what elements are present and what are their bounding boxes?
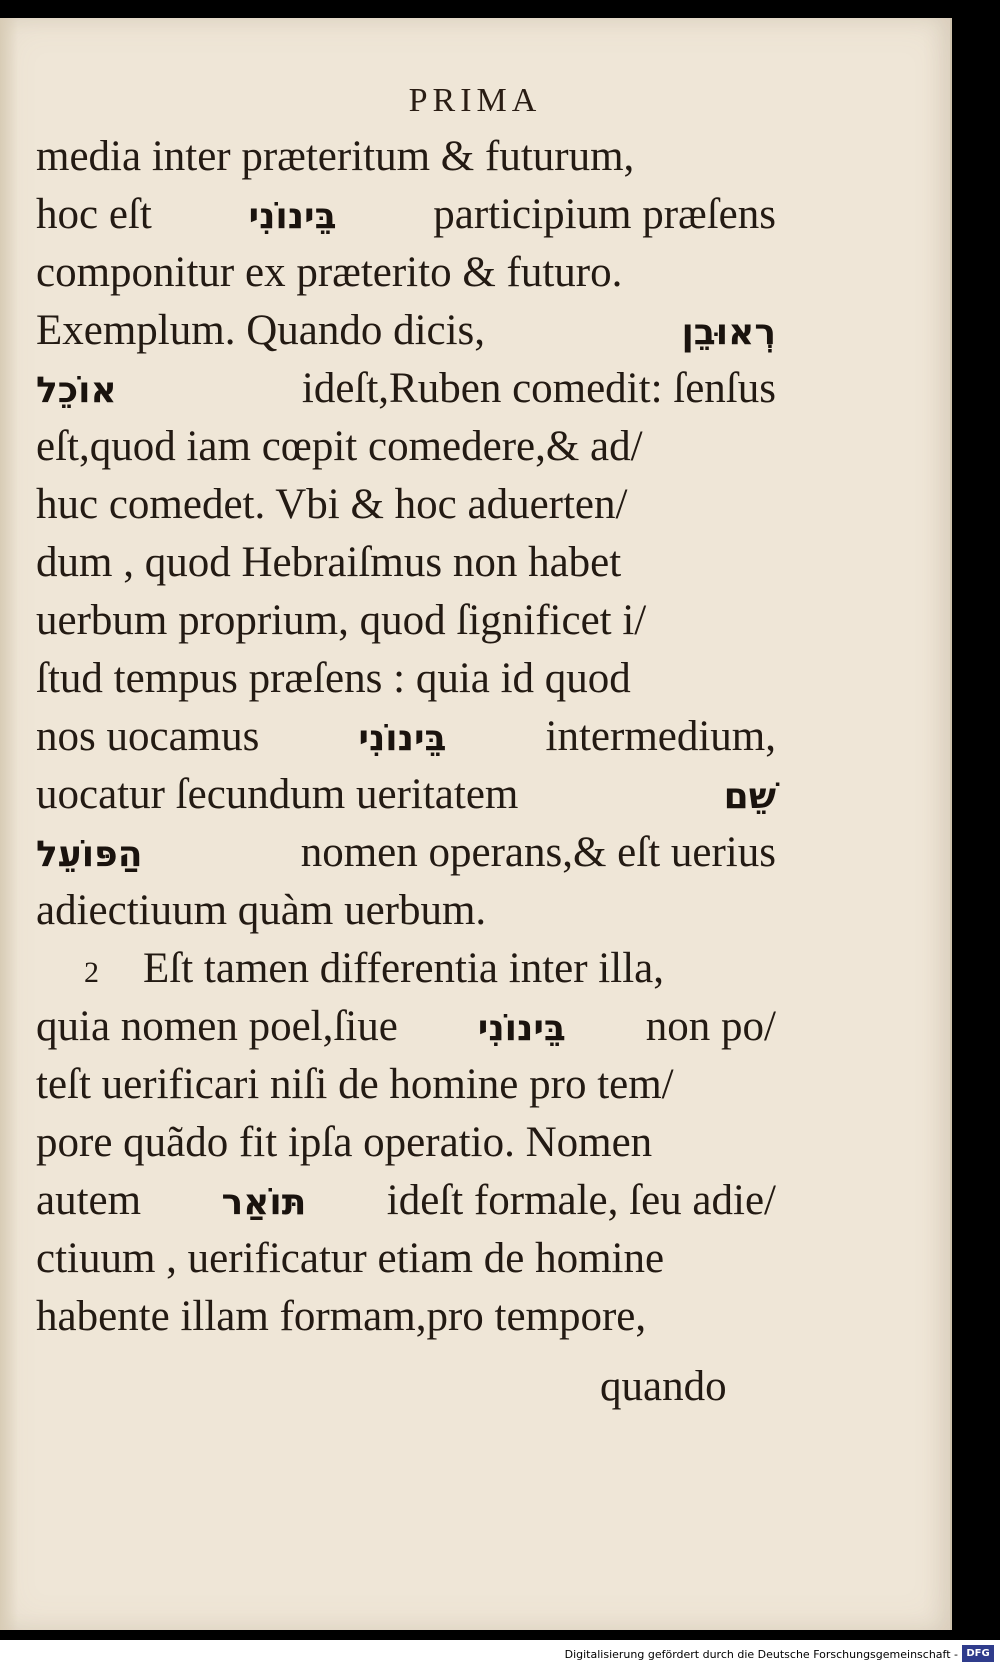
text-line [36,186,776,244]
latin-text: ideſt,Ruben comedit: ſenſus [301,365,776,412]
hebrew-word: רְאוּבֵן [681,312,776,353]
running-head: PRIMA [408,82,542,119]
page-gutter-shadow [0,18,18,1630]
latin-text: huc comedet. Vbi & hoc aduerten/ [36,481,628,528]
text-line [36,418,776,476]
text-line [36,998,776,1056]
text-line [36,940,776,998]
hebrew-word: שֵׁם [723,776,776,817]
paragraph-number: 2 [84,956,99,989]
latin-text: ctiuum , uerificatur etiam de homine [36,1235,665,1282]
latin-text: nos uocamus [36,713,260,760]
hebrew-word: בֵּינוֹנִי [477,1008,566,1049]
text-line [36,766,776,824]
latin-text: eſt,quod iam cœpit comedere,& ad/ [36,423,643,470]
latin-text: non po/ [645,1003,776,1050]
latin-text: Eſt tamen differentia inter illa, [143,945,664,992]
latin-text: participium præſens [433,191,776,238]
dfg-logo-icon: DFG [962,1645,994,1662]
footer-credit: Digitalisierung gefördert durch die Deutsche Forschungsgemeinschaft - [564,1648,958,1661]
latin-text: intermedium, [545,713,776,760]
text-line [36,360,776,418]
latin-text: media inter præteritum & futurum, [36,133,635,180]
latin-text: componitur ex præterito & futuro. [36,249,623,296]
hebrew-word: אוֹכֵל [36,370,117,411]
text-line [36,824,776,882]
latin-text: uocatur ſecundum ueritatem [36,771,519,818]
latin-text: uerbum proprium, quod ſignificet i/ [36,597,647,644]
latin-text: dum , quod Hebraiſmus non habet [36,539,622,586]
text-line [36,1114,776,1172]
text-line [36,476,776,534]
text-line [36,708,776,766]
text-line [36,128,776,186]
text-line [36,534,776,592]
latin-text: autem [36,1177,142,1224]
latin-text: Exemplum. Quando dicis, [36,307,486,354]
latin-text: nomen operans,& eſt uerius [300,829,776,876]
hebrew-word: בֵּינוֹנִי [248,196,337,237]
text-line [36,1288,776,1346]
hebrew-word: הַפּוֹעֵל [36,834,143,875]
latin-text: pore quãdo fit ipſa operatio. Nomen [36,1119,653,1166]
text-line [36,244,776,302]
hebrew-word: בֵּינוֹנִי [358,718,447,759]
latin-text: teſt uerificari niſi de homine pro tem/ [36,1061,674,1108]
catchword: quando [600,1363,727,1410]
latin-text: ſtud tempus præſens : quia id quod [36,655,631,702]
text-line [36,302,776,360]
latin-text: hoc eſt [36,191,152,238]
latin-text: ideſt formale, ſeu adie/ [386,1177,776,1224]
text-line [36,1056,776,1114]
text-line [36,882,776,940]
latin-text: habente illam formam,pro tempore, [36,1293,647,1340]
body-text [36,128,776,1346]
text-line [36,1230,776,1288]
hebrew-word: תּוֹאַר [221,1182,307,1223]
latin-text: quia nomen poel,ſiue [36,1003,398,1050]
text-line [36,592,776,650]
latin-text: adiectiuum quàm uerbum. [36,887,487,934]
text-line [36,650,776,708]
text-line [36,1172,776,1230]
